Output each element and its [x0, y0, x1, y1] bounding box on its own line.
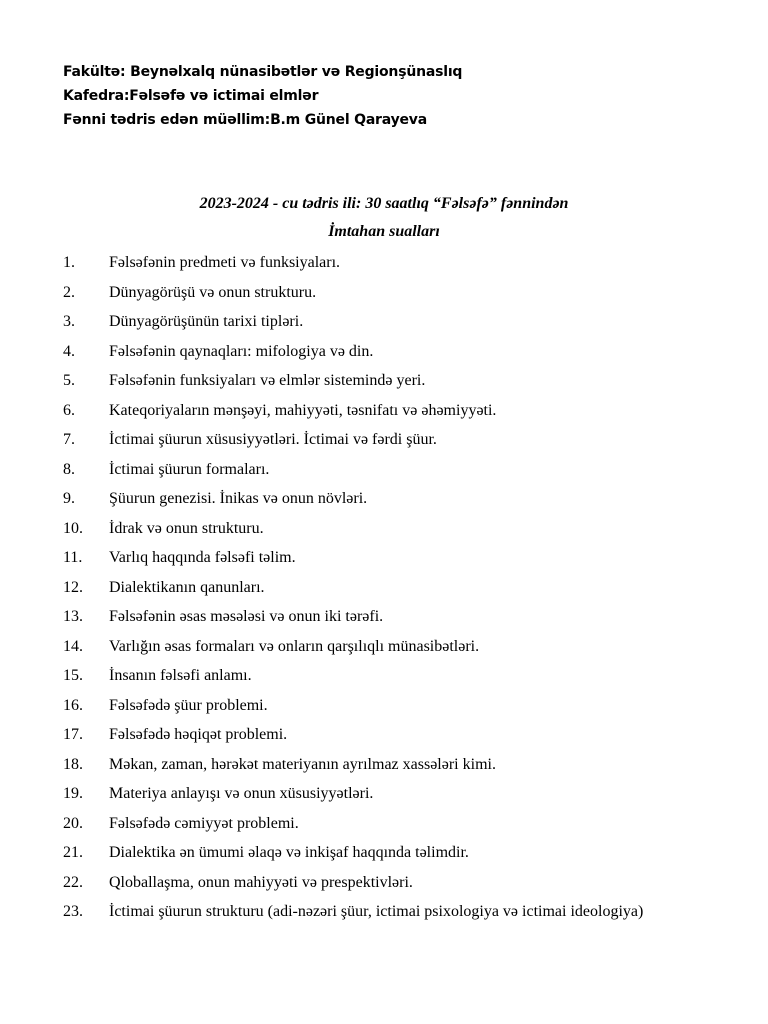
question-item [63, 573, 704, 603]
course-title: 2023-2024 - cu tədris ili: 30 saatlıq “Fəlsəfə” fənnindən [199, 195, 569, 212]
question-item [63, 661, 704, 691]
question-item [63, 838, 704, 868]
question-number: 7. [63, 431, 75, 448]
question-number: 9. [63, 490, 75, 507]
question-text: Varlığın əsas formaları və onların qarşılıqlı münasibətləri. [109, 637, 480, 655]
question-text: Dünyagörüşünün tarixi tipləri. [109, 313, 304, 330]
question-item [63, 455, 704, 485]
question-text: Dünyagörüşü və onun strukturu. [109, 283, 317, 301]
question-number: 18. [63, 755, 83, 773]
question-number: 16. [63, 696, 83, 714]
question-item [63, 278, 704, 308]
question-item [63, 691, 704, 721]
question-item [63, 897, 704, 926]
question-number: 3. [63, 313, 75, 330]
question-item [63, 632, 704, 662]
document-header [63, 60, 723, 132]
question-text: Varlıq haqqında fəlsəfi təlim. [109, 549, 296, 566]
question-number: 21. [63, 844, 83, 861]
question-text: Məkan, zaman, hərəkət materiyanın ayrılmaz xassələri kimi. [109, 755, 496, 773]
question-text: Fəlsəfənin qaynaqları: mifologiya və din. [109, 342, 374, 360]
question-text: İctimai şüurun xüsusiyyətləri. İctimai və fərdi şüur. [109, 431, 437, 448]
question-text: İctimai şüurun formaları. [109, 460, 270, 478]
question-number: 5. [63, 372, 75, 389]
question-text: Fəlsəfənin funksiyaları və elmlər sistemində yeri. [109, 372, 426, 389]
question-text: İctimai şüurun strukturu (adi-nəzəri şüur, ictimai psixologiya və ictimai ideologiya) [109, 903, 644, 920]
question-item [63, 779, 704, 809]
exam-questions-heading: İmtahan sualları [328, 223, 440, 240]
department-line: Kafedra:Fəlsəfə və ictimai elmlər [63, 88, 319, 104]
question-text: Dialektika ən ümumi əlaqə və inkişaf haqqında təlimdir. [109, 844, 469, 861]
teacher-line: Fənni tədris edən müəllim:B.m Günel Qarayeva [63, 112, 427, 128]
question-item [63, 425, 704, 455]
question-number: 14. [63, 637, 83, 655]
question-text: İnsanın fəlsəfi anlamı. [109, 667, 252, 684]
question-number: 1. [63, 254, 75, 271]
question-item [63, 366, 704, 396]
question-text: Materiya anlayışı və onun xüsusiyyətləri. [109, 785, 374, 802]
question-item [63, 484, 704, 514]
question-item [63, 337, 704, 367]
question-number: 15. [63, 667, 83, 684]
question-item [63, 514, 704, 544]
faculty-line: Fakültə: Beynəlxalq nünasibətlər və Regionşünaslıq [63, 64, 463, 80]
question-text: Fəlsəfənin əsas məsələsi və onun iki tərəfi. [109, 608, 384, 625]
question-list [63, 248, 704, 926]
question-text: Dialektikanın qanunları. [109, 578, 265, 596]
question-item [63, 720, 704, 750]
question-number: 22. [63, 873, 83, 891]
question-item [63, 602, 704, 632]
question-text: Kateqoriyaların mənşəyi, mahiyyəti, təsnifatı və əhəmiyyəti. [109, 401, 497, 419]
question-text: Fəlsəfədə həqiqət problemi. [109, 726, 288, 743]
question-number: 23. [63, 903, 83, 920]
question-number: 2. [63, 283, 75, 301]
question-number: 17. [63, 726, 83, 743]
question-item [63, 868, 704, 898]
question-number: 19. [63, 785, 83, 802]
question-item [63, 809, 704, 839]
question-number: 10. [63, 519, 83, 537]
question-number: 4. [63, 342, 75, 360]
question-item [63, 750, 704, 780]
exam-title [40, 190, 728, 246]
question-item [63, 396, 704, 426]
question-text: Fəlsəfənin predmeti və funksiyaları. [109, 254, 341, 271]
question-item [63, 543, 704, 573]
question-number: 8. [63, 460, 75, 478]
question-number: 12. [63, 578, 83, 596]
question-text: Fəlsəfədə cəmiyyət problemi. [109, 814, 299, 832]
question-number: 11. [63, 549, 83, 566]
question-text: İdrak və onun strukturu. [109, 519, 264, 537]
question-item [63, 248, 704, 278]
question-text: Fəlsəfədə şüur problemi. [109, 696, 268, 714]
question-text: Şüurun genezisi. İnikas və onun növləri. [109, 490, 368, 507]
question-number: 20. [63, 814, 83, 832]
question-number: 6. [63, 401, 75, 419]
question-number: 13. [63, 608, 83, 625]
question-item [63, 307, 704, 337]
question-text: Qloballaşma, onun mahiyyəti və prespektivləri. [109, 873, 413, 891]
